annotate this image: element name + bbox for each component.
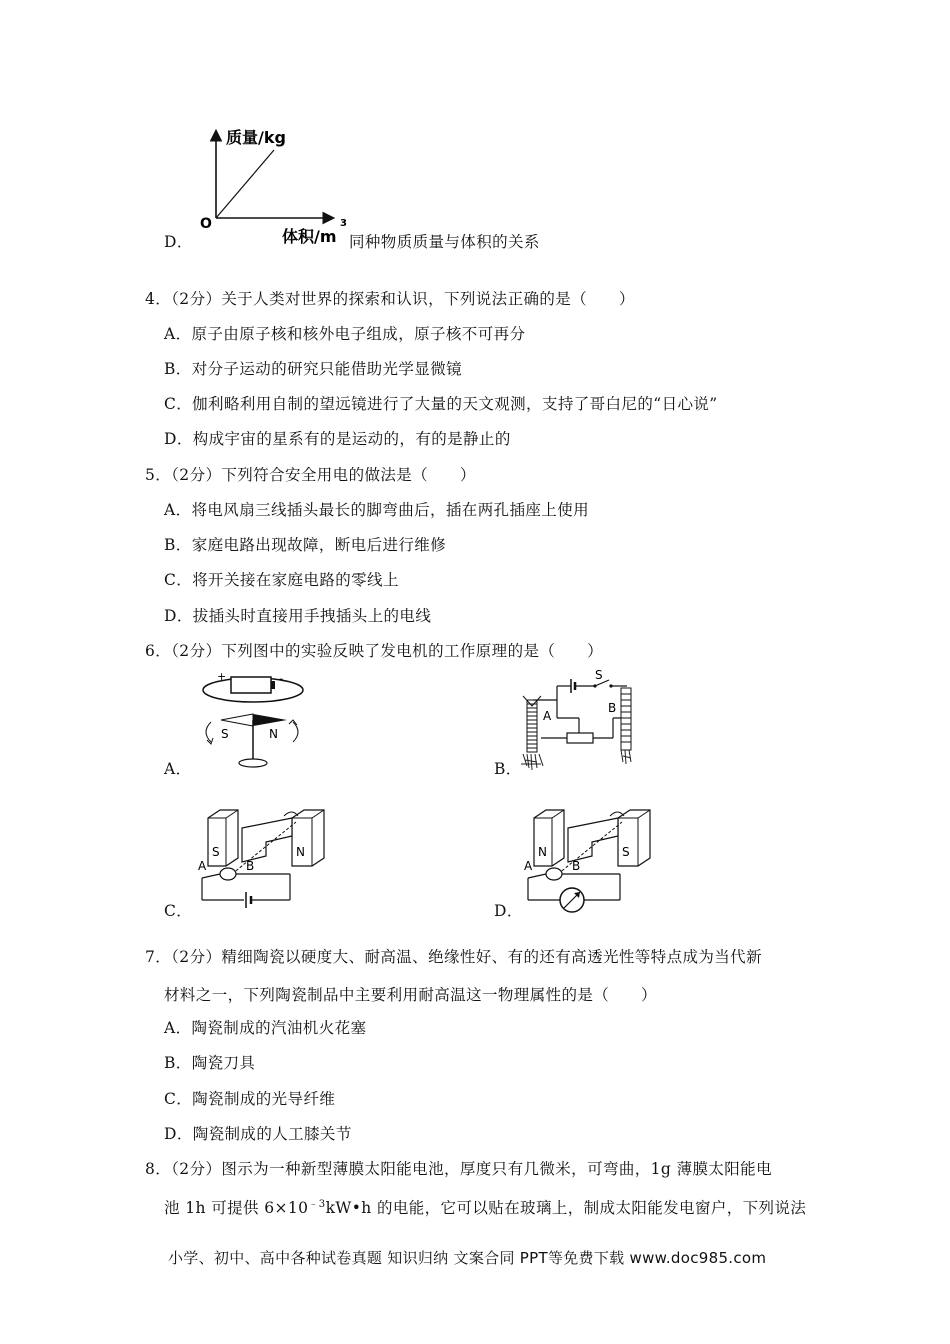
q6-label-c: C． xyxy=(164,902,193,920)
plus-label: + xyxy=(217,670,227,683)
proportional-line xyxy=(216,150,274,218)
q6-figure-b xyxy=(517,668,647,773)
n-label: N xyxy=(269,727,278,741)
iron-filings-b xyxy=(621,750,631,764)
q8-line2-part2: kW•h 的电能，它可以贴在玻璃上，制成太阳能发电窗户，下列说法 xyxy=(325,1199,807,1218)
q6-label-b: B． xyxy=(494,760,522,778)
b-label: B xyxy=(572,859,581,873)
needle-s xyxy=(221,714,253,726)
coil-b-label: B xyxy=(608,701,617,715)
switch-label: S xyxy=(595,668,603,682)
q7-stem-line2: 材料之一，下列陶瓷制品中主要利用耐高温这一物理属性的是（ ） xyxy=(164,986,657,1004)
commutator xyxy=(546,868,562,880)
q7-option-b: B．陶瓷刀具 xyxy=(164,1054,256,1072)
x-axis-label: 体积/m xyxy=(282,227,337,246)
q4-stem: 4．（2分）关于人类对世界的探索和认识，下列说法正确的是（ ） xyxy=(145,290,635,308)
s-label: S xyxy=(212,845,220,859)
q4-option-c: C．伽利略利用自制的望远镜进行了大量的天文观测，支持了哥白尼的“日心说” xyxy=(164,395,718,413)
q8-exponent: ﹣3 xyxy=(308,1199,326,1210)
page-footer: 小学、初中、高中各种试卷真题 知识归纳 文案合同 PPT等免费下载 www.doc985.com xyxy=(168,1249,767,1267)
compass-base xyxy=(239,759,267,767)
q6-stem: 6．（2分）下列图中的实验反映了发电机的工作原理的是（ ） xyxy=(145,642,603,660)
rheostat xyxy=(567,733,593,743)
q5-option-a: A．将电风扇三线插头最长的脚弯曲后，插在两孔插座上使用 xyxy=(164,501,589,519)
b-label: B xyxy=(246,859,255,873)
q4-option-a: A．原子由原子核和核外电子组成，原子核不可再分 xyxy=(164,325,526,343)
coil-a-label: A xyxy=(543,709,552,723)
q8-stem-line2 xyxy=(164,1195,806,1218)
q4-option-b: B．对分子运动的研究只能借助光学显微镜 xyxy=(164,360,462,378)
x-axis-label-sup: 3 xyxy=(340,218,347,229)
a-label: A xyxy=(198,859,207,873)
q8-line2-part1: 池 1h 可提供 6×10 xyxy=(164,1199,309,1218)
q5-stem: 5．（2分）下列符合安全用电的做法是（ ） xyxy=(145,466,476,484)
origin-label: O xyxy=(200,216,212,232)
battery xyxy=(231,677,271,693)
q3-option-d-label: D． xyxy=(164,233,193,251)
s-label: S xyxy=(221,727,229,741)
q6-figure-d xyxy=(522,808,662,913)
q7-option-c: C．陶瓷制成的光导纤维 xyxy=(164,1090,336,1108)
q7-option-a: A．陶瓷制成的汽油机火花塞 xyxy=(164,1019,367,1037)
n-label: N xyxy=(538,845,547,859)
needle-n xyxy=(253,714,287,726)
q3-option-d-caption: 同种物质质量与体积的关系 xyxy=(349,233,540,251)
q5-option-b: B．家庭电路出现故障，断电后进行维修 xyxy=(164,536,447,554)
q4-option-d: D．构成宇宙的星系有的是运动的，有的是静止的 xyxy=(164,430,511,448)
coil-b xyxy=(621,688,631,750)
q5-option-d: D．拔插头时直接用手拽插头上的电线 xyxy=(164,607,432,625)
q5-option-c: C．将开关接在家庭电路的零线上 xyxy=(164,571,399,589)
q6-label-d: D． xyxy=(494,902,523,920)
q6-label-a: A． xyxy=(164,760,192,778)
commutator xyxy=(220,868,236,880)
n-label: N xyxy=(296,845,305,859)
a-label: A xyxy=(524,859,533,873)
q3-option-d xyxy=(164,120,584,250)
coil xyxy=(242,818,292,862)
s-label: S xyxy=(622,845,630,859)
q6-figure-c xyxy=(196,808,336,913)
q7-stem-line1: 7．（2分）精细陶瓷以硬度大、耐高温、绝缘性好、有的还有高透光性等特点成为当代新 xyxy=(145,948,762,966)
y-axis-label: 质量/kg xyxy=(226,128,286,147)
iron-filings-a xyxy=(521,754,543,770)
q6-figure-a xyxy=(195,670,315,775)
q7-option-d: D．陶瓷制成的人工膝关节 xyxy=(164,1125,352,1143)
q8-stem-line1: 8．（2分）图示为一种新型薄膜太阳能电池，厚度只有几微米，可弯曲，1g 薄膜太阳能电 xyxy=(145,1160,772,1178)
coil xyxy=(568,818,618,862)
minus-label: - xyxy=(279,672,283,685)
